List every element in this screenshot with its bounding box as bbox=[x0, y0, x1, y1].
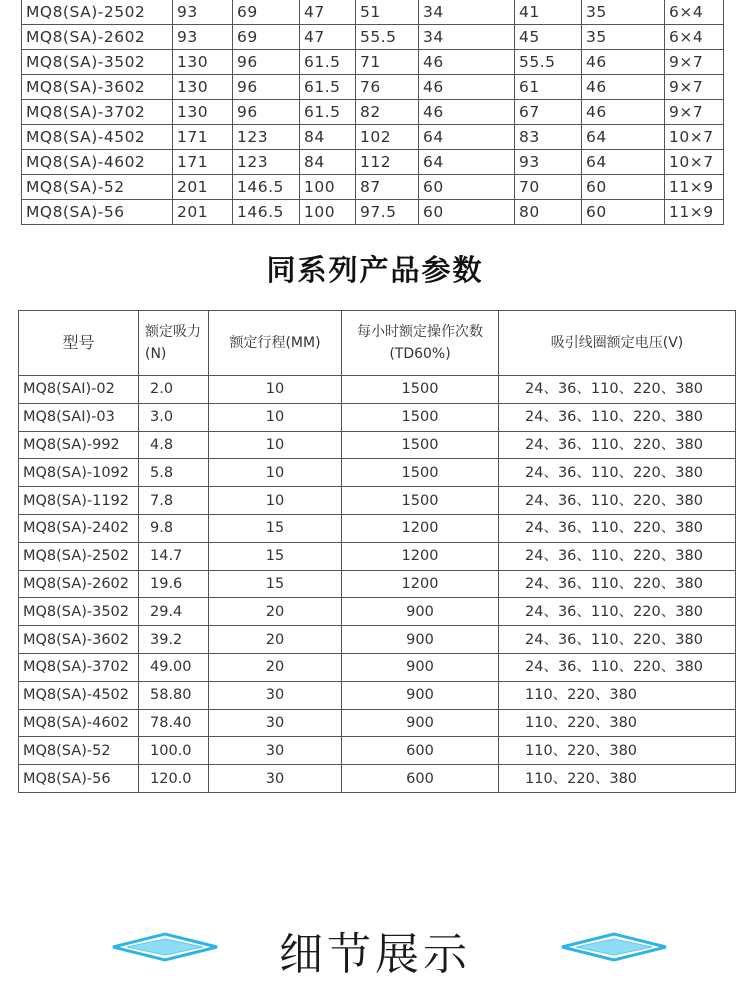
section-title: 同系列产品参数 bbox=[266, 253, 484, 287]
dimension-value-cell: 46 bbox=[419, 75, 515, 100]
dimension-table bbox=[21, 0, 724, 225]
param-row bbox=[19, 737, 736, 765]
param-voltage-cell: 110、220、380 bbox=[499, 737, 736, 765]
param-operations-cell: 900 bbox=[342, 681, 499, 709]
param-stroke-cell: 10 bbox=[209, 431, 342, 459]
dimension-value-cell: 41 bbox=[515, 0, 582, 25]
param-row bbox=[19, 487, 736, 515]
param-force-cell: 49.00 bbox=[139, 653, 209, 681]
param-row bbox=[19, 681, 736, 709]
param-operations-cell: 1200 bbox=[342, 542, 499, 570]
dimension-row bbox=[22, 175, 724, 200]
dimension-value-cell: 84 bbox=[300, 150, 356, 175]
dimension-value-cell: 64 bbox=[582, 150, 665, 175]
param-row bbox=[19, 376, 736, 404]
dimension-value-cell: 96 bbox=[233, 75, 300, 100]
dimension-value-cell: 93 bbox=[515, 150, 582, 175]
param-operations-cell: 1200 bbox=[342, 570, 499, 598]
dimension-value-cell: 9×7 bbox=[665, 75, 724, 100]
param-operations-cell: 900 bbox=[342, 709, 499, 737]
dimension-value-cell: 71 bbox=[356, 50, 419, 75]
dimension-model-cell: MQ8(SA)-2602 bbox=[22, 25, 173, 50]
param-force-cell: 19.6 bbox=[139, 570, 209, 598]
param-voltage-cell: 24、36、110、220、380 bbox=[499, 487, 736, 515]
param-model-cell: MQ8(SA)-52 bbox=[19, 737, 139, 765]
dimension-value-cell: 46 bbox=[582, 75, 665, 100]
dimension-row bbox=[22, 50, 724, 75]
param-model-cell: MQ8(SA)-3702 bbox=[19, 653, 139, 681]
param-model-cell: MQ8(SA)-56 bbox=[19, 765, 139, 793]
dimension-value-cell: 93 bbox=[173, 25, 233, 50]
param-stroke-cell: 15 bbox=[209, 570, 342, 598]
dimension-row bbox=[22, 75, 724, 100]
dimension-model-cell: MQ8(SA)-2502 bbox=[22, 0, 173, 25]
dimension-value-cell: 123 bbox=[233, 125, 300, 150]
param-model-cell: MQ8(SA)-3502 bbox=[19, 598, 139, 626]
dimension-row bbox=[22, 125, 724, 150]
dimension-value-cell: 171 bbox=[173, 150, 233, 175]
param-row bbox=[19, 598, 736, 626]
dimension-value-cell: 47 bbox=[300, 25, 356, 50]
dimension-value-cell: 55.5 bbox=[356, 25, 419, 50]
param-stroke-cell: 20 bbox=[209, 626, 342, 654]
param-force-cell: 100.0 bbox=[139, 737, 209, 765]
header-force: 额定吸力(N) bbox=[139, 311, 209, 376]
param-model-cell: MQ8(SA)-4502 bbox=[19, 681, 139, 709]
param-force-cell: 3.0 bbox=[139, 403, 209, 431]
details-heading bbox=[0, 912, 750, 980]
param-model-cell: MQ8(SA)-2502 bbox=[19, 542, 139, 570]
dimension-value-cell: 9×7 bbox=[665, 100, 724, 125]
param-stroke-cell: 10 bbox=[209, 376, 342, 404]
param-voltage-cell: 24、36、110、220、380 bbox=[499, 653, 736, 681]
param-voltage-cell: 24、36、110、220、380 bbox=[499, 403, 736, 431]
param-voltage-cell: 110、220、380 bbox=[499, 681, 736, 709]
param-force-cell: 2.0 bbox=[139, 376, 209, 404]
param-row bbox=[19, 709, 736, 737]
dimension-row bbox=[22, 100, 724, 125]
param-voltage-cell: 110、220、380 bbox=[499, 709, 736, 737]
dimension-value-cell: 201 bbox=[173, 200, 233, 225]
dimension-value-cell: 102 bbox=[356, 125, 419, 150]
param-row bbox=[19, 403, 736, 431]
param-voltage-cell: 24、36、110、220、380 bbox=[499, 459, 736, 487]
dimension-value-cell: 46 bbox=[582, 100, 665, 125]
right-diamond-icon bbox=[558, 932, 670, 962]
param-stroke-cell: 30 bbox=[209, 709, 342, 737]
param-stroke-cell: 10 bbox=[209, 487, 342, 515]
dimension-value-cell: 6×4 bbox=[665, 25, 724, 50]
dimension-value-cell: 46 bbox=[419, 50, 515, 75]
dimension-model-cell: MQ8(SA)-3502 bbox=[22, 50, 173, 75]
dimension-value-cell: 83 bbox=[515, 125, 582, 150]
dimension-value-cell: 64 bbox=[419, 150, 515, 175]
dimension-value-cell: 67 bbox=[515, 100, 582, 125]
param-model-cell: MQ8(SA)-2402 bbox=[19, 514, 139, 542]
dimension-value-cell: 130 bbox=[173, 50, 233, 75]
param-operations-cell: 900 bbox=[342, 626, 499, 654]
dimension-value-cell: 46 bbox=[582, 50, 665, 75]
dimension-value-cell: 201 bbox=[173, 175, 233, 200]
param-stroke-cell: 15 bbox=[209, 542, 342, 570]
param-stroke-cell: 20 bbox=[209, 653, 342, 681]
param-model-cell: MQ8(SA)-1092 bbox=[19, 459, 139, 487]
param-operations-cell: 900 bbox=[342, 598, 499, 626]
param-operations-cell: 900 bbox=[342, 653, 499, 681]
param-table bbox=[18, 310, 736, 793]
dimension-value-cell: 11×9 bbox=[665, 200, 724, 225]
param-voltage-cell: 24、36、110、220、380 bbox=[499, 542, 736, 570]
param-operations-cell: 1200 bbox=[342, 514, 499, 542]
dimension-model-cell: MQ8(SA)-56 bbox=[22, 200, 173, 225]
dimension-value-cell: 82 bbox=[356, 100, 419, 125]
dimension-value-cell: 60 bbox=[582, 200, 665, 225]
dimension-value-cell: 76 bbox=[356, 75, 419, 100]
dimension-model-cell: MQ8(SA)-4602 bbox=[22, 150, 173, 175]
dimension-row bbox=[22, 0, 724, 25]
param-force-cell: 78.40 bbox=[139, 709, 209, 737]
dimension-value-cell: 45 bbox=[515, 25, 582, 50]
header-operations: 每小时额定操作次数(TD60%) bbox=[342, 311, 499, 376]
dimension-value-cell: 35 bbox=[582, 25, 665, 50]
param-row bbox=[19, 459, 736, 487]
param-model-cell: MQ8(SA)-4602 bbox=[19, 709, 139, 737]
dimension-value-cell: 80 bbox=[515, 200, 582, 225]
param-row bbox=[19, 514, 736, 542]
dimension-value-cell: 35 bbox=[582, 0, 665, 25]
param-row bbox=[19, 542, 736, 570]
param-model-cell: MQ8(SA)-3602 bbox=[19, 626, 139, 654]
dimension-value-cell: 93 bbox=[173, 0, 233, 25]
param-operations-cell: 600 bbox=[342, 765, 499, 793]
param-operations-cell: 1500 bbox=[342, 431, 499, 459]
param-stroke-cell: 10 bbox=[209, 459, 342, 487]
param-operations-cell: 600 bbox=[342, 737, 499, 765]
dimension-value-cell: 97.5 bbox=[356, 200, 419, 225]
param-row bbox=[19, 431, 736, 459]
dimension-model-cell: MQ8(SA)-3602 bbox=[22, 75, 173, 100]
param-model-cell: MQ8(SAI)-03 bbox=[19, 403, 139, 431]
dimension-model-cell: MQ8(SA)-3702 bbox=[22, 100, 173, 125]
dimension-value-cell: 100 bbox=[300, 175, 356, 200]
dimension-value-cell: 60 bbox=[582, 175, 665, 200]
dimension-row bbox=[22, 200, 724, 225]
header-stroke: 额定行程(MM) bbox=[209, 311, 342, 376]
dimension-value-cell: 64 bbox=[419, 125, 515, 150]
dimension-value-cell: 130 bbox=[173, 100, 233, 125]
dimension-value-cell: 34 bbox=[419, 25, 515, 50]
param-row bbox=[19, 626, 736, 654]
param-stroke-cell: 15 bbox=[209, 514, 342, 542]
param-stroke-cell: 10 bbox=[209, 403, 342, 431]
param-voltage-cell: 110、220、380 bbox=[499, 765, 736, 793]
param-voltage-cell: 24、36、110、220、380 bbox=[499, 431, 736, 459]
param-force-cell: 29.4 bbox=[139, 598, 209, 626]
param-voltage-cell: 24、36、110、220、380 bbox=[499, 570, 736, 598]
param-force-cell: 7.8 bbox=[139, 487, 209, 515]
dimension-value-cell: 34 bbox=[419, 0, 515, 25]
dimension-value-cell: 69 bbox=[233, 25, 300, 50]
dimension-value-cell: 96 bbox=[233, 100, 300, 125]
param-stroke-cell: 20 bbox=[209, 598, 342, 626]
param-force-cell: 120.0 bbox=[139, 765, 209, 793]
dimension-value-cell: 51 bbox=[356, 0, 419, 25]
param-force-cell: 5.8 bbox=[139, 459, 209, 487]
dimension-value-cell: 10×7 bbox=[665, 150, 724, 175]
dimension-value-cell: 55.5 bbox=[515, 50, 582, 75]
param-row bbox=[19, 653, 736, 681]
dimension-value-cell: 61 bbox=[515, 75, 582, 100]
dimension-row bbox=[22, 25, 724, 50]
param-row bbox=[19, 765, 736, 793]
param-model-cell: MQ8(SAI)-02 bbox=[19, 376, 139, 404]
param-stroke-cell: 30 bbox=[209, 737, 342, 765]
dimension-value-cell: 69 bbox=[233, 0, 300, 25]
header-voltage: 吸引线圈额定电压(V) bbox=[499, 311, 736, 376]
param-force-cell: 4.8 bbox=[139, 431, 209, 459]
dimension-value-cell: 6×4 bbox=[665, 0, 724, 25]
param-stroke-cell: 30 bbox=[209, 681, 342, 709]
dimension-value-cell: 146.5 bbox=[233, 175, 300, 200]
dimension-model-cell: MQ8(SA)-4502 bbox=[22, 125, 173, 150]
param-header-row bbox=[19, 311, 736, 376]
param-force-cell: 58.80 bbox=[139, 681, 209, 709]
dimension-value-cell: 9×7 bbox=[665, 50, 724, 75]
dimension-value-cell: 84 bbox=[300, 125, 356, 150]
dimension-value-cell: 61.5 bbox=[300, 50, 356, 75]
param-model-cell: MQ8(SA)-992 bbox=[19, 431, 139, 459]
dimension-value-cell: 146.5 bbox=[233, 200, 300, 225]
param-operations-cell: 1500 bbox=[342, 459, 499, 487]
dimension-value-cell: 47 bbox=[300, 0, 356, 25]
dimension-value-cell: 112 bbox=[356, 150, 419, 175]
dimension-value-cell: 10×7 bbox=[665, 125, 724, 150]
details-title: 细节展示 bbox=[279, 929, 471, 980]
param-operations-cell: 1500 bbox=[342, 403, 499, 431]
param-voltage-cell: 24、36、110、220、380 bbox=[499, 598, 736, 626]
dimension-value-cell: 61.5 bbox=[300, 75, 356, 100]
param-force-cell: 39.2 bbox=[139, 626, 209, 654]
param-voltage-cell: 24、36、110、220、380 bbox=[499, 514, 736, 542]
dimension-value-cell: 64 bbox=[582, 125, 665, 150]
param-model-cell: MQ8(SA)-1192 bbox=[19, 487, 139, 515]
param-voltage-cell: 24、36、110、220、380 bbox=[499, 626, 736, 654]
dimension-value-cell: 46 bbox=[419, 100, 515, 125]
param-operations-cell: 1500 bbox=[342, 376, 499, 404]
param-row bbox=[19, 570, 736, 598]
dimension-value-cell: 60 bbox=[419, 200, 515, 225]
dimension-row bbox=[22, 150, 724, 175]
param-voltage-cell: 24、36、110、220、380 bbox=[499, 376, 736, 404]
dimension-value-cell: 60 bbox=[419, 175, 515, 200]
dimension-value-cell: 100 bbox=[300, 200, 356, 225]
dimension-value-cell: 70 bbox=[515, 175, 582, 200]
dimension-value-cell: 171 bbox=[173, 125, 233, 150]
param-operations-cell: 1500 bbox=[342, 487, 499, 515]
header-model: 型号 bbox=[19, 311, 139, 376]
dimension-model-cell: MQ8(SA)-52 bbox=[22, 175, 173, 200]
param-force-cell: 14.7 bbox=[139, 542, 209, 570]
dimension-value-cell: 123 bbox=[233, 150, 300, 175]
dimension-value-cell: 87 bbox=[356, 175, 419, 200]
dimension-value-cell: 11×9 bbox=[665, 175, 724, 200]
param-force-cell: 9.8 bbox=[139, 514, 209, 542]
dimension-value-cell: 130 bbox=[173, 75, 233, 100]
param-stroke-cell: 30 bbox=[209, 765, 342, 793]
dimension-value-cell: 61.5 bbox=[300, 100, 356, 125]
param-model-cell: MQ8(SA)-2602 bbox=[19, 570, 139, 598]
dimension-value-cell: 96 bbox=[233, 50, 300, 75]
